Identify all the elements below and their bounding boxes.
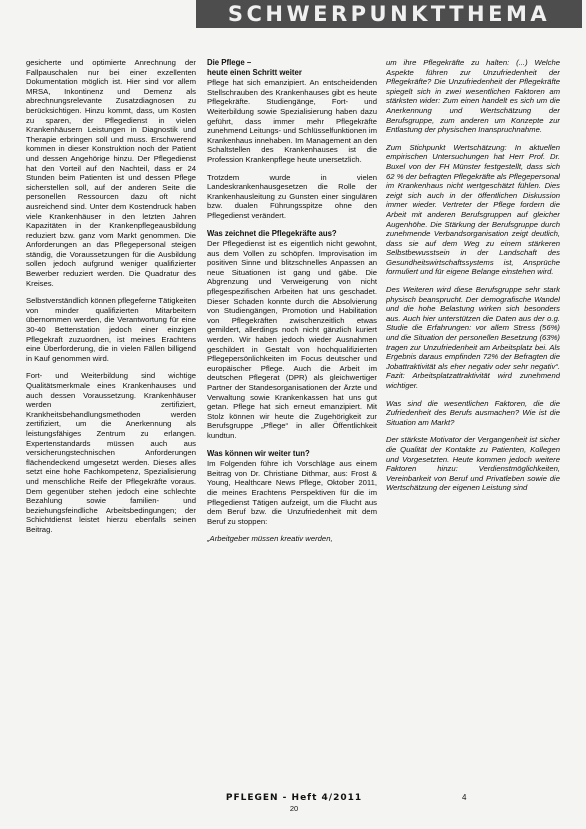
paragraph: gesicherte und optimierte Anrechnung der Fallpauschalen nur bei einer exzellenten Dokumentation möglich ist. Hier sind vor allem MRSA, Inkontinenz und Demenz als abrechnungsrelevante Zusatzdiagnosen zu berücksichtigen. Hinzu kommt, dass, um Kosten zu sparen, der Pflegedienst in vielen Krankenhäusern Leistungen in Diagnostik und Therapie erbringen soll und muss. Erschwerend kommen in dieser Konstruktion noch der Patient und dessen Angehörige hinzu. Der Pflegedienst hat den Vorteil auf den Nachteil, dass er 24 Stunden beim Patienten ist und dessen Pflege sicherstellen soll, auf der anderen Seite die personellen Ressourcen dazu oft nicht ausreichend sind. Unter dem Kostendruck haben viele Krankenhäuser in den letzten Jahren Kapazitäten in der Krankenpflegeausbildung reduziert bzw. ganz vom Markt genommen. Die Anforderungen an das Pflegepersonal steigen ständig, die Voraussetzungen für die Ausbildung sollen jedoch aufgrund weniger qualifizierter Bewerber reduziert werden. Die Quadratur des Kreises. <box>26 58 196 288</box>
paragraph: Pflege hat sich emanzipiert. An entscheidenden Stellschrauben des Krankenhauses gibt es heute Pflegekräfte. Studiengänge, Fort- und Weiterbildung sowie Spezialisierung haben dazu geführt, dass immer mehr Pflegekräfte zunehmend Leitungs- und Schlüsselfunktionen im Krankenhaus innehaben. Im Management an den Schaltstellen des Krankenhauses ist die Profession Krankenpflege heute unersetzlich. <box>207 78 377 164</box>
heading-line: Die Pflege – <box>207 58 252 67</box>
quote-paragraph: Der stärkste Motivator der Vergangenheit ist sicher die Qualität der Kontakte zu Patienten, Kollegen und Vorgesetzten. Heute kommen jedoch weitere Faktoren hinzu: Verdienstmöglichkeiten, Vereinbarkeit von Beruf und Privatleben sowie die Wertschätzung der eigenen Leistung sind <box>386 435 560 493</box>
section-heading <box>207 58 377 77</box>
quote-paragraph: Was sind die wesentlichen Faktoren, die die Zufriedenheit des Berufs ausmachen? Wie ist die Situation am Markt? <box>386 398 560 427</box>
section-banner: SCHWERPUNKTTHEMA <box>196 0 582 28</box>
quote-start: „Arbeitgeber müssen kreativ werden, <box>207 534 333 544</box>
page-number: 20 <box>289 804 299 813</box>
column-2 <box>207 58 377 786</box>
quote-paragraph: um ihre Pflegekräfte zu halten: (...) Welche Aspekte führen zur Unzufriedenheit der Pflegekräfte? Die Unzufriedenheit der Pflegekräfte spiegelt sich in zwei wesentlichen Faktoren am stärksten wider: Zum einen handelt es sich um die Anerkennung und Wertschätzung der Berufsgruppe, zum anderen um Konzepte zur Entlastung der physischen Inanspruchnahme. <box>386 58 560 135</box>
page-footer <box>0 793 586 815</box>
paragraph: Fort- und Weiterbildung sind wichtige Qualitätsmerkmale eines Krankenhauses und auch dessen Voraussetzung. Krankenhäuser werden zertifiziert, Krankheitsbehandlungsmethoden werden zertifiziert, um die Anerkennung als leistungsfähiges Zentrum zu erlangen. Expertenstandards müssen auch aus versicherungstechnischen Anforderungen flächendeckend umgesetzt werden. Dieses alles setzt eine hohe Fachkompetenz, Spezialisierung und menschliche Reife der Pflegekräfte voraus. Dem gegenüber stehen jedoch eine schlechte Bezahlung sowie familien- und beziehungsfeindliche Arbeitsbedingungen; der Schichtdienst leistet hierzu ebenfalls seinen Beitrag. <box>26 371 196 534</box>
section-heading: Was können wir weiter tun? <box>207 448 310 458</box>
section-heading: Was zeichnet die Pflegekräfte aus? <box>207 228 337 238</box>
magazine-title: PFLEGEN - Heft 4/2011 <box>225 793 363 803</box>
paragraph: Selbstverständlich können pflegeferne Tätigkeiten von minder qualifizierten Mitarbeitern übernommen werden, die Verantwortung für eine 30-40 Bettenstation jedoch einer einzigen Pflegekraft zuzuordnen, ist meines Erachtens eine Überforderung, die in vielen Fällen billigend in Kauf genommen wird. <box>26 296 196 363</box>
paragraph: Im Folgenden führe ich Vorschläge aus einem Beitrag von Dr. Christiane Dithmar, aus: Frost & Young, Healthcare News Pflege, Oktober 2011, die meines Erachtens Perspektiven für die im Pflegedienst Tätigen aufzeigt, um die Flucht aus dem Beruf bzw. die Unzufriedenheit mit dem Beruf zu stoppen: <box>207 459 377 526</box>
quote-paragraph: Zum Stichpunkt Wertschätzung: In aktuellen empirischen Untersuchungen hat Herr Prof. Dr. Buxel von der FH Münster festgestellt, dass sich 62 % der befragten Pflegekräfte als Pflegepersonal im Krankenhaus nicht wertgeschätzt fühlen. Dies zeigt sich auch in der öffentlichen Diskussion immer wieder. Vertreter der Pflege fordern die Arbeit mit anderen Berufsgruppen auf gleicher Augenhöhe. Die Stärkung der Berufsgruppe durch zunehmende Verbandsorganisation zeigt deutlich, dass sie auf dem Weg zu einem stärkeren Selbstbewusstsein in der Landschaft des Gesundheitswirtschaftssystems ist, Ansprüche formuliert und für eigene Belange einstehen wird. <box>386 142 560 277</box>
footer-mark: 4 <box>462 793 467 802</box>
paragraph: Der Pflegedienst ist es eigentlich nicht gewohnt, aus dem Vollen zu schöpfen. Improvisation im positiven Sinne und blitzschnelles Anpassen an neue Situationen ist gang und gäbe. Die Abgrenzung und Verweigerung von nicht pflegespezifischen Arbeiten hat uns geschadet. Dieser Schaden konnte durch die Absolvierung von Studiengängen, Promotion und Habilitation von Pflegekräften zwischenzeitlich etwas gemildert, allerdings noch nicht gänzlich kuriert werden. Wir haben jedoch wieder Ausnahmen geschildert in Gestalt von hochqualifizierten Pflegepersönlichkeiten im Focus deutscher und europäischer Pflege. Auch die Arbeit im deutschen Pflegerat (DPR) als gleichwertiger Partner der Standesorganisationen der Ärzte und Verwaltung sowie Krankenkassen hat uns gut getan. Pflege hat sich erneut emanzipiert. Mit Stolz können wir heute die Zugehörigkeit zur Berufsgruppe „Pflege“ in aller Öffentlichkeit kundtun. <box>207 239 377 440</box>
column-1 <box>26 58 196 786</box>
paragraph: Trotzdem wurde in vielen Landeskrankenhausgesetzen die Rolle der Krankenhausleitung zu Gunsten einer singulären bzw. dualen Führungsspitze ohne den Pflegedienst verändert. <box>207 172 377 220</box>
column-3 <box>386 58 560 786</box>
heading-line: heute einen Schritt weiter <box>207 67 302 77</box>
quote-paragraph: Des Weiteren wird diese Berufsgruppe sehr stark physisch beansprucht. Der demografische Wandel und die hohe Belastung wirken sich besonders aus. Auch hier unterstützen die Daten aus der o.g. Studie die Erfahrungen: vor allem Stress (56%) und die Situation der personellen Besetzung (63%) tragen zur Unzufriedenheit am Arbeitsplatz bei. Als Ergebnis daraus empfinden 72% der Befragten die Jobattraktivität als eher negativ oder sehr negativ“. Fazit: Arbeitsplatzattraktivität wird zunehmend wichtiger. <box>386 285 560 390</box>
